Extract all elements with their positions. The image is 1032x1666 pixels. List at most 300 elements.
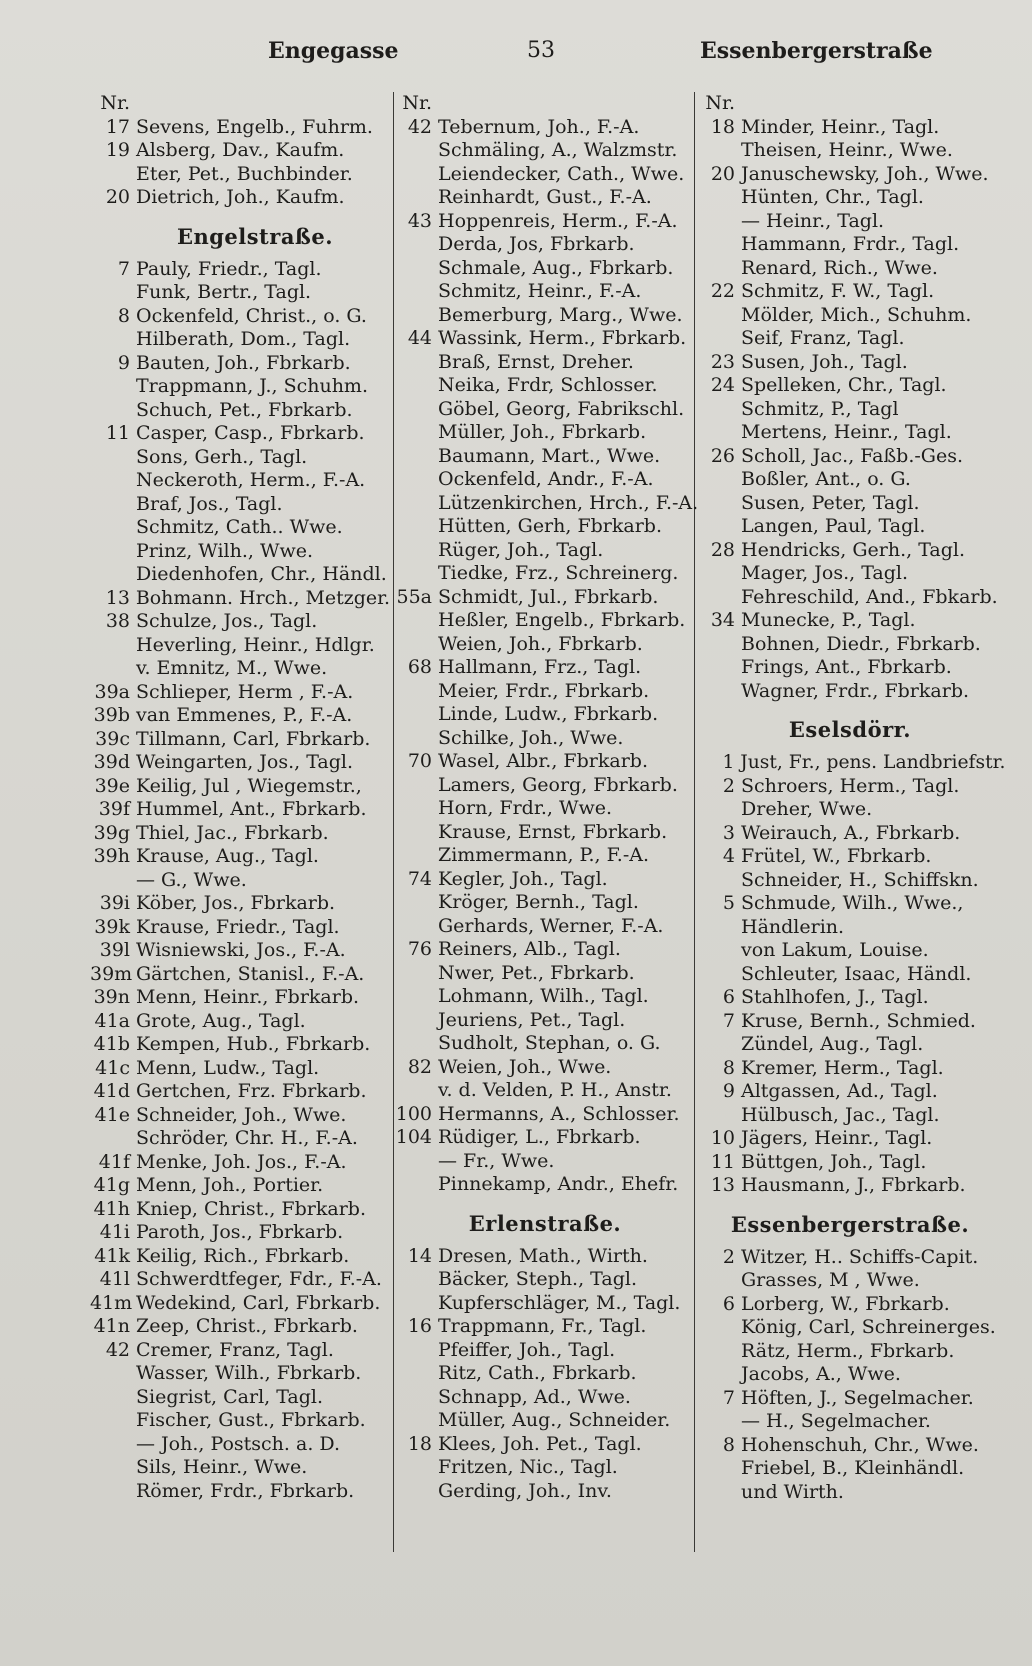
house-number [695, 186, 741, 210]
resident-entry: Lamers, Georg, Fbrkarb. [438, 773, 678, 796]
resident-entry: Kröger, Bernh., Tagl. [438, 891, 639, 913]
resident-entry: Schlieper, Herm , F.-A. [136, 680, 354, 703]
directory-entry [392, 750, 698, 774]
resident-entry: Kempen, Hub., Fbrkarb. [136, 1033, 371, 1055]
house-number [392, 680, 438, 704]
directory-entry [392, 938, 698, 962]
house-number: 43 [407, 209, 432, 232]
directory-entry [392, 1150, 698, 1174]
house-number: Nr. [402, 92, 432, 114]
house-number [695, 304, 741, 328]
resident-entry: Fischer, Gust., Fbrkarb. [136, 1409, 366, 1431]
house-number: 41f [98, 1150, 130, 1173]
resident-entry: Reinhardt, Gust., F.-A. [438, 186, 652, 208]
street-heading: Erlenstraße. [468, 1210, 622, 1236]
house-number [392, 421, 438, 445]
house-number [90, 163, 136, 187]
house-number [392, 304, 438, 328]
directory-entry [392, 962, 698, 986]
resident-entry: Casper, Casp., Fbrkarb. [136, 422, 365, 444]
resident-entry: Hülbusch, Jac., Tagl. [741, 1103, 940, 1126]
directory-entry [392, 233, 698, 257]
house-number: 41n [93, 1315, 130, 1337]
resident-entry: Weien, Joh., Fbrkarb. [438, 632, 643, 655]
resident-entry: Heßler, Engelb., Fbrkarb. [438, 609, 686, 631]
directory-entry [695, 892, 1005, 916]
house-number [392, 1268, 438, 1292]
directory-entry [392, 445, 698, 469]
resident-entry: Pfeiffer, Joh., Tagl. [438, 1338, 616, 1361]
resident-entry: Hendricks, Gerh., Tagl. [741, 538, 966, 561]
resident-entry: Schmitz, F. W., Tagl. [741, 280, 935, 302]
directory-entry [90, 587, 389, 611]
resident-entry: Grasses, M , Wwe. [741, 1269, 920, 1291]
resident-entry: Rätz, Herm., Fbrkarb. [741, 1339, 955, 1362]
directory-entry [90, 1127, 390, 1151]
resident-entry: Ockenfeld, Christ., o. G. [136, 304, 367, 327]
resident-entry: Munecke, P., Tagl. [741, 609, 916, 631]
directory-entry [90, 1104, 390, 1128]
resident-entry: — G., Wwe. [136, 868, 247, 891]
resident-entry: Schröder, Chr. H., F.-A. [136, 1127, 358, 1149]
house-number: 7 [722, 1386, 735, 1409]
directory-entry [392, 586, 698, 610]
house-number: 38 [105, 610, 130, 632]
resident-entry: — Joh., Postsch. a. D. [136, 1432, 340, 1455]
resident-entry: Klees, Joh. Pet., Tagl. [438, 1432, 642, 1455]
directory-entry [90, 328, 390, 352]
resident-entry: Seif, Franz, Tagl. [741, 327, 905, 349]
resident-entry: Schmale, Aug., Fbrkarb. [438, 256, 674, 279]
resident-entry: Hummel, Ant., Fbrkarb. [136, 798, 367, 820]
directory-entry [90, 1409, 390, 1433]
directory-entry [90, 469, 390, 493]
directory-entry [90, 1386, 390, 1410]
resident-entry: Wasel, Albr., Fbrkarb. [438, 750, 648, 772]
resident-entry: Krause, Aug., Tagl. [136, 845, 319, 867]
resident-entry: Lorberg, W., Fbrkarb. [741, 1292, 950, 1315]
house-number [695, 869, 741, 893]
house-number [392, 962, 438, 986]
house-number: 41m [90, 1291, 133, 1314]
house-number [392, 1032, 438, 1056]
resident-entry: Altgassen, Ad., Tagl. [741, 1080, 938, 1102]
resident-entry: Meier, Frdr., Fbrkarb. [438, 679, 650, 702]
directory-entry [695, 116, 1005, 140]
directory-entry [392, 1103, 698, 1127]
house-number: 18 [710, 115, 735, 138]
house-number: 19 [105, 139, 130, 161]
house-number [695, 562, 741, 586]
house-number [695, 398, 741, 422]
directory-entry [392, 257, 698, 281]
resident-entry: Schulze, Jos., Tagl. [136, 610, 318, 632]
resident-entry: Kruse, Bernh., Schmied. [741, 1009, 976, 1032]
directory-entry [695, 586, 1005, 610]
house-number [695, 327, 741, 351]
resident-entry: Römer, Frdr., Fbrkarb. [136, 1479, 355, 1502]
house-number [392, 1150, 438, 1174]
house-number [90, 328, 136, 352]
house-number [90, 1480, 136, 1504]
house-number [90, 1456, 136, 1480]
directory-entry [90, 892, 390, 916]
house-number [695, 963, 741, 987]
directory-entry [392, 985, 698, 1009]
resident-entry: Trappmann, Fr., Tagl. [438, 1315, 647, 1337]
directory-entry [392, 327, 698, 351]
resident-entry: Hoppenreis, Herm., F.-A. [438, 209, 678, 232]
resident-entry: Hilberath, Dom., Tagl. [136, 328, 351, 350]
directory-entry [90, 775, 390, 799]
column-3 [695, 92, 1005, 1504]
house-number: 41g [93, 1174, 130, 1196]
directory-entry [90, 163, 390, 187]
resident-entry: Krause, Friedr., Tagl. [136, 915, 340, 938]
resident-entry: Krause, Ernst, Fbrkarb. [438, 820, 668, 843]
house-number [392, 539, 438, 563]
directory-entry [90, 869, 390, 893]
directory-entry [695, 633, 1005, 657]
house-number [392, 609, 438, 633]
directory-entry [90, 751, 390, 775]
directory-entry [695, 845, 1005, 869]
directory-entry [392, 351, 698, 375]
directory-entry [392, 1126, 698, 1150]
house-number: 41d [93, 1080, 130, 1102]
resident-entry: Müller, Aug., Schneider. [438, 1409, 671, 1431]
house-number: 100 [395, 1102, 432, 1125]
house-number: 18 [407, 1432, 432, 1455]
house-number [392, 844, 438, 868]
resident-entry: Schmitz, Heinr., F.-A. [438, 280, 642, 302]
resident-entry: Heverling, Heinr., Hdlgr. [136, 633, 375, 656]
directory-entry [90, 704, 390, 728]
house-number: Nr. [100, 92, 130, 114]
house-number [392, 351, 438, 375]
resident-entry: — Fr., Wwe. [438, 1149, 555, 1172]
directory-entry [90, 1456, 390, 1480]
house-number [695, 1269, 741, 1293]
directory-entry [695, 1010, 1005, 1034]
resident-entry: Menn, Heinr., Fbrkarb. [136, 986, 360, 1008]
directory-entry [392, 1245, 698, 1269]
house-number [695, 468, 741, 492]
directory-entry [90, 1057, 390, 1081]
directory-entry [90, 1010, 390, 1034]
street-heading: Eselsdörr. [788, 717, 912, 742]
resident-entry: Thiel, Jac., Fbrkarb. [136, 821, 329, 844]
directory-entry [392, 1456, 698, 1480]
resident-entry: Schmäling, A., Walzmstr. [438, 139, 678, 161]
house-number: 39d [93, 751, 130, 773]
directory-entry [392, 1480, 698, 1504]
house-number [392, 1173, 438, 1197]
resident-entry: v. Emnitz, M., Wwe. [136, 657, 328, 679]
resident-entry: Tillmann, Carl, Fbrkarb. [136, 727, 371, 750]
house-number: 39l [99, 939, 130, 961]
house-number: 4 [722, 845, 735, 867]
house-number [392, 445, 438, 469]
resident-entry: Wisniewski, Jos., F.-A. [136, 939, 346, 961]
house-number [90, 657, 136, 681]
directory-entry [695, 916, 1005, 940]
resident-entry: Gerding, Joh., Inv. [438, 1479, 612, 1502]
resident-entry: Langen, Paul, Tagl. [741, 515, 926, 537]
house-number [90, 399, 136, 423]
house-number: 26 [710, 444, 735, 467]
column-2 [392, 92, 698, 1503]
directory-entry [392, 1292, 698, 1316]
directory-entry [392, 1339, 698, 1363]
house-number: 8 [117, 304, 130, 327]
resident-entry: Schmidt, Jul., Fbrkarb. [438, 585, 659, 608]
directory-entry [90, 845, 390, 869]
resident-entry: Just, Fr., pens. Landbriefstr. [740, 751, 1006, 773]
resident-entry: Grote, Aug., Tagl. [136, 1009, 306, 1032]
directory-entry [90, 798, 390, 822]
resident-entry: Tebernum, Joh., F.-A. [438, 115, 640, 138]
directory-entry [392, 1362, 698, 1386]
house-number [695, 1316, 741, 1340]
house-number [695, 515, 741, 539]
house-number [90, 869, 136, 893]
resident-entry: Frütel, W., Fbrkarb. [741, 845, 932, 867]
resident-entry: Zimmermann, P., F.-A. [438, 844, 650, 866]
directory-entry [90, 516, 390, 540]
resident-entry: Lohmann, Wilh., Tagl. [438, 985, 649, 1007]
directory-entry [90, 986, 390, 1010]
house-number [392, 515, 438, 539]
house-number: 34 [710, 609, 735, 631]
house-number: 3 [722, 821, 735, 844]
directory-entry [90, 681, 390, 705]
directory-entry [392, 163, 698, 187]
resident-entry: Kupferschläger, M., Tagl. [438, 1291, 681, 1314]
house-number [90, 540, 136, 564]
resident-entry: Bäcker, Steph., Tagl. [438, 1268, 637, 1290]
house-number: 16 [407, 1315, 432, 1337]
resident-entry: Cremer, Franz, Tagl. [136, 1338, 334, 1361]
resident-entry: Schroers, Herm., Tagl. [741, 774, 960, 797]
resident-entry: Hallmann, Frz., Tagl. [438, 656, 642, 678]
directory-entry [90, 1033, 390, 1057]
house-number: 104 [395, 1126, 432, 1148]
resident-entry: Gärtchen, Stanisl., F.-A. [136, 962, 365, 985]
house-number [695, 656, 741, 680]
house-number: 39n [93, 986, 130, 1008]
directory-entry [90, 116, 390, 140]
resident-entry: Händlerin. [741, 915, 845, 938]
directory-entry [695, 869, 1005, 893]
house-number: 70 [407, 750, 432, 772]
house-number: Nr. [705, 92, 735, 114]
directory-entry [392, 868, 698, 892]
house-number [695, 1104, 741, 1128]
directory-entry [695, 1363, 1005, 1387]
house-number: 8 [722, 1056, 735, 1079]
resident-entry: Sudholt, Stephan, o. G. [438, 1032, 661, 1054]
house-number: 2 [722, 774, 735, 797]
directory-entry [695, 1340, 1005, 1364]
directory-entry [392, 774, 698, 798]
directory-entry [90, 1151, 390, 1175]
resident-entry: Hütten, Gerh, Fbrkarb. [438, 515, 663, 537]
house-number [392, 1362, 438, 1386]
resident-entry: Keilig, Jul , Wiegemstr., [136, 774, 362, 797]
house-number [90, 1386, 136, 1410]
resident-entry: Tiedke, Frz., Schreinerg. [438, 562, 679, 584]
resident-entry: Wedekind, Carl, Fbrkarb. [136, 1291, 381, 1314]
directory-entry [695, 1481, 1005, 1505]
house-number: 20 [105, 186, 130, 208]
house-number: 41i [99, 1221, 130, 1243]
house-number [392, 492, 438, 516]
house-number [695, 916, 741, 940]
house-number [392, 1339, 438, 1363]
house-number: 39b [93, 704, 130, 726]
resident-entry: König, Carl, Schreinerges. [741, 1316, 996, 1338]
resident-entry: Mölder, Mich., Schuhm. [741, 303, 972, 326]
house-number: 9 [722, 1080, 735, 1102]
directory-entry [392, 1315, 698, 1339]
directory-entry [90, 1362, 390, 1386]
house-number: 13 [710, 1174, 735, 1196]
directory-entry [695, 468, 1005, 492]
resident-entry: Boßler, Ant., o. G. [741, 468, 911, 490]
directory-entry [392, 492, 698, 516]
resident-entry: Köber, Jos., Fbrkarb. [136, 892, 336, 914]
resident-entry: Paroth, Jos., Fbrkarb. [136, 1221, 344, 1243]
resident-entry: Kniep, Christ., Fbrkarb. [136, 1197, 366, 1220]
directory-entry [695, 1246, 1005, 1270]
directory-entry [695, 1151, 1005, 1175]
house-number: 2 [722, 1245, 735, 1268]
house-number: 76 [407, 938, 432, 960]
resident-entry: Hammann, Frdr., Tagl. [741, 233, 960, 255]
house-number: 7 [722, 1009, 735, 1032]
directory-entry [695, 775, 1005, 799]
house-number [392, 985, 438, 1009]
resident-entry: Gerhards, Werner, F.-A. [438, 914, 664, 937]
directory-entry [695, 304, 1005, 328]
resident-entry: Wagner, Frdr., Fbrkarb. [741, 679, 970, 702]
resident-entry: Büttgen, Joh., Tagl. [741, 1150, 927, 1173]
directory-entry [392, 1433, 698, 1457]
resident-entry: Hohenschuh, Chr., Wwe. [741, 1433, 979, 1456]
directory-entry [90, 258, 390, 282]
resident-entry: Braf, Jos., Tagl. [136, 492, 283, 515]
resident-entry: Schmitz, P., Tagl [741, 397, 899, 420]
resident-entry: Jacobs, A., Wwe. [741, 1363, 901, 1385]
house-number: 39c [95, 727, 130, 750]
house-number [90, 281, 136, 305]
house-number: 41b [93, 1033, 130, 1055]
resident-entry: Rüdiger, L., Fbrkarb. [438, 1126, 641, 1148]
resident-entry: Schleuter, Isaac, Händl. [741, 962, 972, 985]
directory-entry [90, 281, 390, 305]
house-number [90, 1362, 136, 1386]
house-number: 28 [710, 538, 735, 561]
house-number: 39a [94, 680, 130, 703]
house-number [392, 1079, 438, 1103]
resident-entry: Schneider, Joh., Wwe. [136, 1103, 347, 1126]
directory-entry [392, 680, 698, 704]
directory-entry [90, 634, 390, 658]
header-left-street: Engegasse [268, 38, 399, 64]
house-number: 17 [105, 115, 130, 138]
house-number [90, 1409, 136, 1433]
directory-entry [392, 915, 698, 939]
resident-entry: Spelleken, Chr., Tagl. [741, 374, 947, 396]
house-number [392, 398, 438, 422]
resident-entry: Mertens, Heinr., Tagl. [741, 421, 952, 443]
house-number [695, 1340, 741, 1364]
directory-entry [695, 609, 1005, 633]
house-number [695, 1033, 741, 1057]
house-number: 10 [710, 1127, 735, 1149]
house-number [695, 586, 741, 610]
house-number: 24 [710, 374, 735, 396]
directory-entry [90, 1315, 390, 1339]
resident-entry: Gertchen, Frz. Fbrkarb. [136, 1080, 367, 1102]
directory-entry [90, 1480, 390, 1504]
house-number: 11 [105, 422, 130, 444]
resident-entry: Leiendecker, Cath., Wwe. [438, 162, 685, 185]
resident-entry: Dietrich, Joh., Kaufm. [136, 186, 345, 208]
resident-entry: Sils, Heinr., Wwe. [136, 1456, 308, 1478]
resident-entry: Renard, Rich., Wwe. [741, 256, 938, 279]
directory-entry [392, 1079, 698, 1103]
resident-entry: Schneider, H., Schiffskn. [741, 868, 979, 891]
resident-entry: Fehreschild, And., Fbkarb. [741, 585, 998, 608]
resident-entry: Diedenhofen, Chr., Händl. [136, 563, 387, 585]
house-number [90, 493, 136, 517]
resident-entry: Baumann, Mart., Wwe. [438, 444, 661, 467]
resident-entry: Reiners, Alb., Tagl. [438, 938, 621, 960]
house-number: 20 [710, 162, 735, 185]
house-number: 41e [94, 1103, 130, 1126]
directory-entry [695, 398, 1005, 422]
house-number [392, 727, 438, 751]
directory-entry [392, 1268, 698, 1292]
house-number [392, 163, 438, 187]
directory-entry [695, 1434, 1005, 1458]
directory-entry [392, 398, 698, 422]
resident-entry: Jägers, Heinr., Tagl. [741, 1127, 933, 1149]
house-number: 39i [99, 892, 130, 914]
resident-entry: Schilke, Joh., Wwe. [438, 726, 624, 749]
resident-entry: Dresen, Math., Wirth. [438, 1244, 648, 1267]
directory-entry [90, 563, 390, 587]
resident-entry: Schuch, Pet., Fbrkarb. [136, 398, 353, 421]
resident-entry: Wassink, Herm., Fbrkarb. [438, 327, 687, 349]
directory-entry [392, 703, 698, 727]
resident-entry: Bohmann. Hrch., Metzger. [135, 586, 391, 609]
house-number [392, 1456, 438, 1480]
house-number [392, 374, 438, 398]
directory-entry [90, 963, 390, 987]
resident-entry: Menke, Joh. Jos., F.-A. [136, 1150, 347, 1173]
resident-entry: — Heinr., Tagl. [741, 209, 885, 232]
house-number: 42 [105, 1338, 130, 1361]
directory-entry [392, 797, 698, 821]
house-number [90, 375, 136, 399]
house-number [392, 1480, 438, 1504]
resident-entry: Kremer, Herm., Tagl. [741, 1056, 944, 1079]
directory-entry [392, 1173, 698, 1197]
resident-entry: v. d. Velden, P. H., Anstr. [438, 1079, 672, 1101]
